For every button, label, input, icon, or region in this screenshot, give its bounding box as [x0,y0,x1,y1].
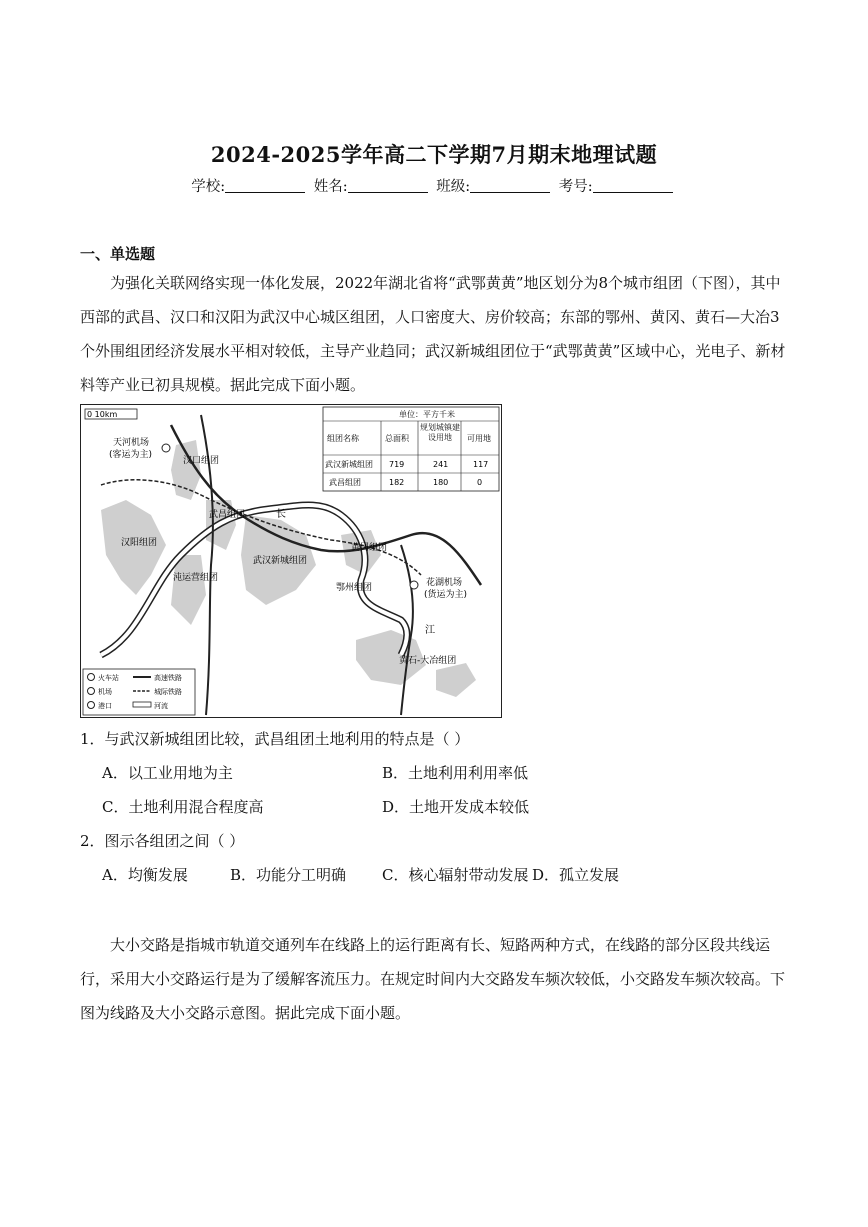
label-chang: 长 [276,509,286,520]
question-1-stem: 1．与武汉新城组团比较，武昌组团土地利用的特点是（ ） [80,730,470,748]
legend-intercity: 城际铁路 [154,688,182,696]
label-wuchang: 武昌组团 [209,510,246,520]
id-label: 考号: [558,179,593,195]
label-hankou: 汉口组团 [183,456,220,466]
station-icon [88,674,95,681]
name-blank[interactable] [348,178,428,193]
legend-airport: 机场 [98,688,112,696]
map-svg [81,405,501,717]
label-huahu: 花湖机场 [426,578,463,588]
table-header-1: 总面积 [385,434,409,443]
airport-icon [410,581,418,589]
table-cell: 180 [433,478,449,487]
table-cell: 武昌组团 [329,478,361,487]
q1-option-b[interactable]: B．土地利用利用率低 [382,764,529,782]
table-header-3: 可用地 [467,434,491,443]
q1-option-a[interactable]: A．以工业用地为主 [102,764,233,782]
label-huangshi: 黄石-大冶组团 [399,656,457,666]
passage-1: 为强化关联网络实现一体化发展，2022年湖北省将“武鄂黄黄”地区划分为8个城市组团（下图），其中西部的武昌、汉口和汉阳为武汉中心城区组团，人口密度大、房价较高；东部的鄂州、黄冈、黄石—大冶3个外围组团经济发展水平相对较低，主导产业趋同；武汉新城组团位于“武鄂黄黄”区域中心，光电子、新材料等产业已初具规模。据此完成下面小题。 [80,274,786,394]
class-blank[interactable] [470,178,550,193]
legend-river: 河流 [154,702,168,710]
label-jiang: 江 [425,625,435,636]
section-heading: 一、单选题 [80,245,156,263]
q2-option-c[interactable]: C．核心辐射带动发展 [382,866,529,884]
id-blank[interactable] [593,178,673,193]
label-zhuankou: 沌运营组团 [173,573,219,583]
table-unit: 单位：平方千米 [399,410,455,419]
map-table [323,407,499,491]
student-info-line [0,175,868,196]
table-header-2: 规划城镇建设用地 [420,423,460,442]
table-cell: 武汉新城组团 [325,460,373,469]
class-label: 班级: [436,179,471,195]
label-xincheng: 武汉新城组团 [253,556,308,566]
huangshi-east-area [436,663,476,697]
river-legend-icon [133,702,151,707]
label-ezhou: 鄂州组团 [336,583,373,593]
table-cell: 719 [389,460,405,469]
legend-hsr: 高速铁路 [154,674,182,682]
q2-option-d[interactable]: D．孤立发展 [532,866,620,884]
table-cell: 117 [473,460,489,469]
school-label: 学校: [191,179,226,195]
q1-option-c[interactable]: C．土地利用混合程度高 [102,798,264,816]
q1-option-d[interactable]: D．土地开发成本较低 [382,798,530,816]
legend-station: 火车站 [98,674,119,682]
label-tianhe: 天河机场 [113,438,150,448]
port-icon [88,702,95,709]
airport-icon [88,688,95,695]
scale-label: 0 10km [87,410,118,419]
map-figure [80,404,502,718]
passage-2: 大小交路是指城市轨道交通列车在线路上的运行距离有长、短路两种方式，在线路的部分区段共线运行，采用大小交路运行是为了缓解客流压力。在规定时间内大交路发车频次较低，小交路发车频次较高。下图为线路及大小交路示意图。据此完成下面小题。 [80,936,786,1022]
table-cell: 0 [477,478,483,487]
label-huahu-note: (货运为主) [424,590,468,600]
table-cell: 241 [433,460,449,469]
table-header-0: 组团名称 [327,434,359,443]
table-cell: 182 [389,478,405,487]
legend-port: 港口 [98,702,112,710]
label-hanyang: 汉阳组团 [121,538,158,548]
label-tianhe-note: (客运为主) [109,450,153,460]
airport-icon [162,444,170,452]
school-blank[interactable] [225,178,305,193]
q2-option-a[interactable]: A．均衡发展 [102,866,188,884]
page-title: 2024-2025学年高二下学期7月期末地理试题 [210,142,658,167]
label-huanggang: 黄冈组团 [351,543,388,553]
question-2-stem: 2．图示各组团之间（ ） [80,832,245,850]
name-label: 姓名: [313,179,348,195]
q2-option-b[interactable]: B．功能分工明确 [230,866,347,884]
map-legend [83,669,195,715]
